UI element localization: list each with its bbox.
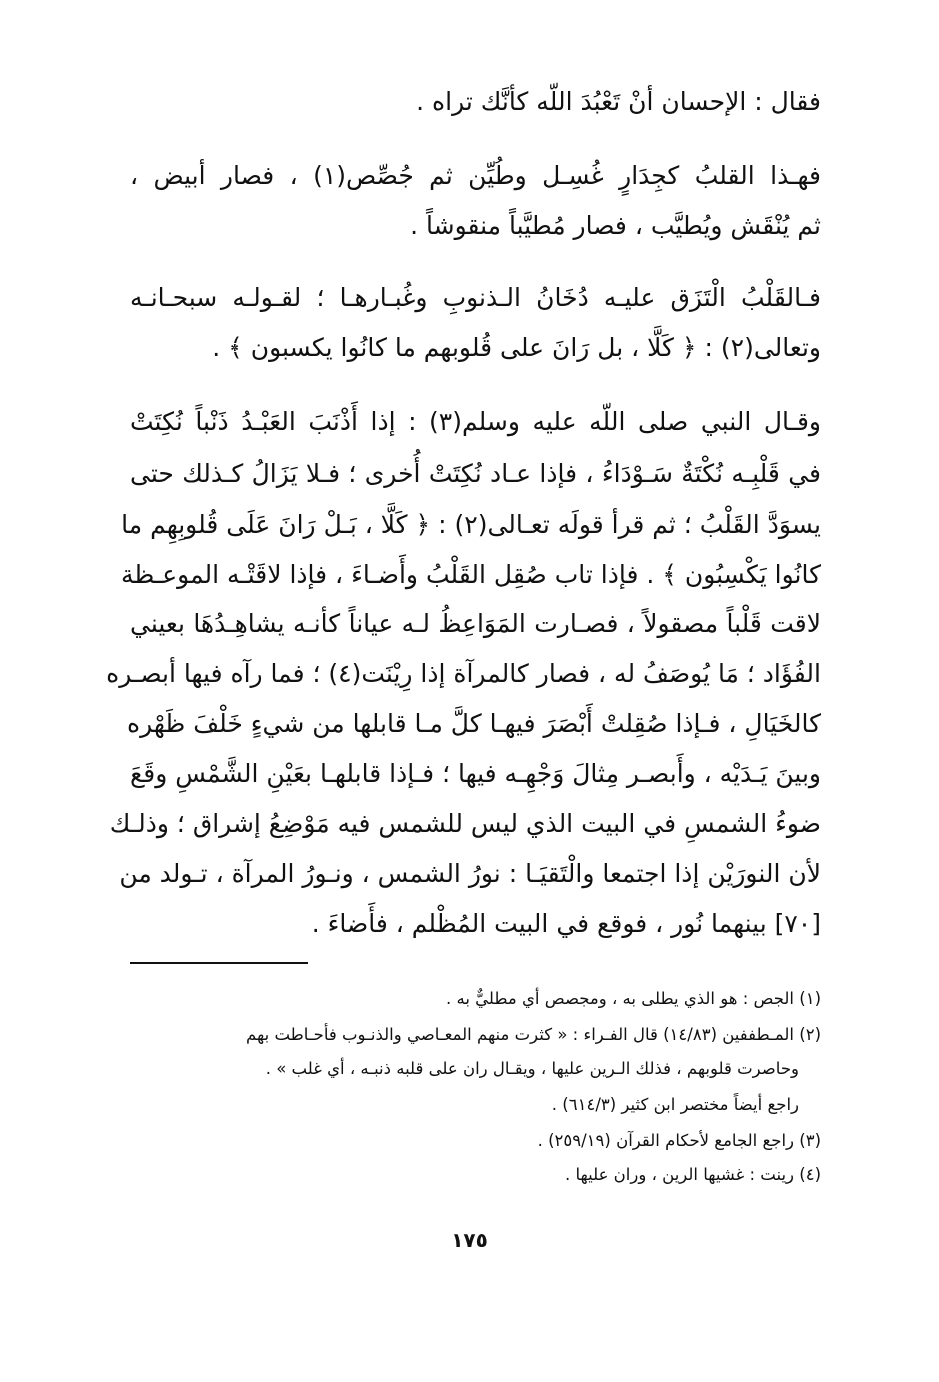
footnote: (٣) راجع الجامع لأحكام القرآن (٢٥٩/١٩) .: [537, 1131, 821, 1150]
page-number: ١٧٥: [451, 1228, 488, 1252]
text-line: فـالقَلْبُ الْتَزَق عليـه دُخَانُ الـذنوبِ وغُبـارهـا ؛ لقـولـه سبحـانـه: [130, 283, 821, 312]
footnote: (٢) المـطففين (١٤/٨٣) قال الفـراء : « كثرت منهم المعـاصي والذنـوب فأحـاطت بهم: [246, 1025, 821, 1044]
text-line: يسوَدَّ القَلْبُ ؛ ثم قرأ قولَه تعـالى(٢) : ﴿ كَلَّا ، بَـلْ رَانَ عَلَى قُلوبِهِم ما: [121, 510, 821, 539]
text-line: ثم يُنْقَش ويُطيَّب ، فصار مُطيَّباً منقوشاً .: [410, 211, 821, 240]
footnote: وحاصرت قلوبهم ، فذلك الـرين عليها ، ويقـال ران على قلبه ذنبـه ، أي غلب » .: [265, 1059, 799, 1078]
text-line: في قَلْبِـه نُكْتَةٌ سَـوْدَاءُ ، فإذا عـاد نُكِتَتْ أُخرى ؛ فـلا يَزَالُ كـذلك حتى: [130, 459, 821, 488]
text-line: لاقت قَلْباً مصقولاً ، فصـارت المَوَاعِظُ لـه عياناً كأنـه يشاهِـدُهَا بعيني: [130, 609, 821, 638]
text-line: لأن النورَيْن إذا اجتمعا والْتَقيَـا : نورُ الشمس ، ونـورُ المرآة ، تـولد من: [119, 859, 821, 888]
footnote: (١) الجص : هو الذي يطلى به ، ومجصص أي مطليٌّ به .: [446, 989, 821, 1008]
text-line: الفُؤَاد ؛ مَا يُوصَفُ له ، فصار كالمرآة إذا رِيْنَت(٤) ؛ فما رآه فيها أبصـره: [106, 659, 821, 688]
text-line: وقـال النبي صلى اللّه عليه وسلم(٣) : إذا أَذْنَبَ العَبْـدُ ذَنْباً نُكِتَتْ: [130, 407, 821, 436]
text-line: [٧٠] بينهما نُور ، فوقع في البيت المُظْلم ، فأَضاءَ .: [311, 909, 821, 938]
text-line: كانُوا يَكْسِبُون ﴾ . فإذا تاب صُقِل القَلْبُ وأَضـاءَ ، فإذا لاقَتْـه الموعـظة: [121, 560, 821, 589]
footnote-separator: [130, 962, 308, 964]
footnote: (٤) رينت : غشيها الرين ، وران عليها .: [565, 1165, 821, 1184]
footnote: راجع أيضاً مختصر ابن كثير (٦١٤/٣) .: [551, 1095, 799, 1114]
text-line: كالخَيَالِ ، فـإذا صُقِلتْ أَبْصَرَ فيهـا كلَّ مـا قابلها من شيءٍ خَلْفَ ظَهْره: [126, 709, 821, 738]
text-line: ضوءُ الشمسِ في البيت الذي ليس للشمس فيه مَوْضِعُ إشراق ؛ وذلـك: [109, 809, 821, 838]
book-page: [106, 0, 821, 1382]
text-line: فهـذا القلبُ كجِدَارٍ غُسِـل وطُيِّن ثم جُصِّص(١) ، فصار أبيض ،: [130, 161, 821, 190]
text-line: وبينَ يَـدَيْه ، وأَبصـر مِثالَ وَجْهِـه فيها ؛ فـإذا قابلهـا بعَيْنِ الشَّمْسِ وقَعَ: [129, 759, 821, 788]
text-line: وتعالى(٢) : ﴿ كَلَّا ، بل رَانَ على قُلوبهم ما كانُوا يكسبون ﴾ .: [212, 333, 821, 362]
text-line: فقال : الإحسان أنْ تَعْبُدَ اللّه كأنَّك تراه .: [416, 87, 821, 116]
